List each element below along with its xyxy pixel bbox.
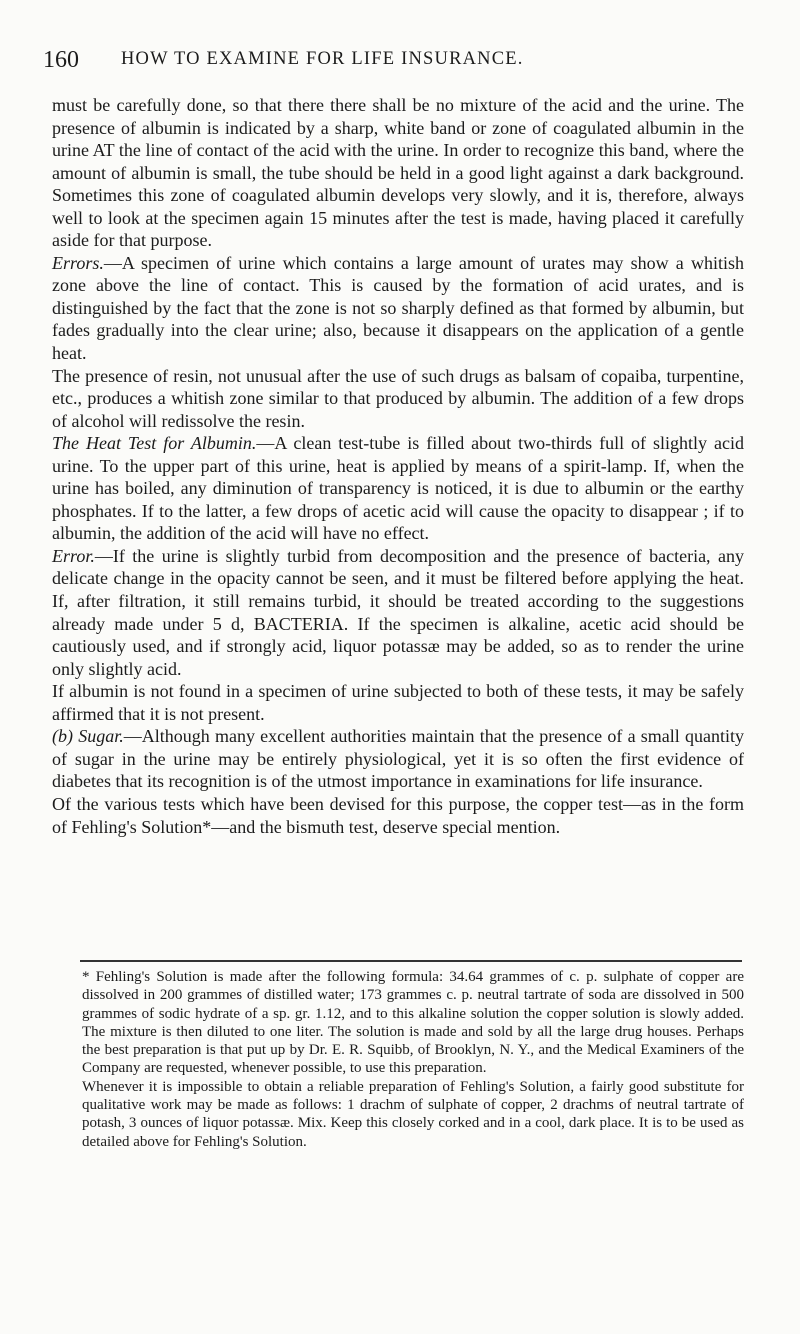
- paragraph: Error.—If the urine is slightly turbid from decomposition and the presence of bacteria, any delicate change in the opacity cannot be seen, and it must be filtered before applying the heat. If, after filtration, it still remains turbid, it should be treated according to the suggestions already made under 5 d, BACTERIA. If the specimen is alkaline, acetic acid should be cautiously used, and if strongly acid, liquor potassæ may be added, so as to render the urine only slightly acid.: [52, 545, 744, 679]
- paragraph: must be carefully done, so that there there shall be no mixture of the acid and the urine. The presence of albumin is indicated by a sharp, white band or zone of coagulated albumin in the urine AT the line of contact of the acid with the urine. In order to recognize this band, where the amount of albumin is small, the tube should be held in a good light against a dark background. Sometimes this zone of coagulated albumin develops very slowly, and it is, therefore, always well to look at the specimen again 15 minutes after the test is made, having placed it carefully aside for that purpose.: [52, 95, 744, 251]
- paragraph: (b) Sugar.—Although many excellent authorities maintain that the presence of a small quantity of sugar in the urine may be entirely physiological, yet it is so often the first evidence of diabetes that its recognition is of the utmost importance in examinations for life insurance.: [52, 726, 745, 792]
- footnote: [52, 968, 744, 1151]
- body-text: [52, 94, 744, 838]
- paragraph: Of the various tests which have been devised for this purpose, the copper test—as in the form of Fehling's Solution*—and the bismuth test, deserve special mention.: [52, 793, 744, 837]
- page-header: [43, 47, 743, 77]
- page-number: 160: [43, 47, 79, 73]
- footnote-rule: [80, 960, 742, 962]
- footnote-paragraph: Whenever it is impossible to obtain a reliable preparation of Fehling's Solution, a fairly good substitute for qualitative work may be made as follows: 1 drachm of sulphate of copper, 2 drachms of neutral tartrate of potash, 3 ounces of liquor potassæ. Mix. Keep this closely corked and in a cool, dark place. It is to be used as detailed above for Fehling's Solution.: [82, 1078, 744, 1150]
- paragraph: If albumin is not found in a specimen of urine subjected to both of these tests, it may be safely affirmed that it is not present.: [52, 681, 744, 724]
- paragraph: Errors.—A specimen of urine which contains a large amount of urates may show a whitish zone above the line of contact. This is caused by the formation of acid urates, and is distinguished by the fact that the zone is not so sharply defined as that formed by albumin, but fades gradually into the clear urine; also, because it disappears on the application of a gentle heat.: [52, 252, 744, 364]
- running-head: HOW TO EXAMINE FOR LIFE INSURANCE.: [121, 49, 524, 69]
- paragraph: The Heat Test for Albumin.—A clean test-tube is filled about two-thirds full of slightly acid urine. To the upper part of this urine, heat is applied by means of a spirit-lamp. If, when the urine has boiled, any diminution of transparency is noticed, it is due to albumin or the earthy phosphates. If to the latter, a few drops of acetic acid will cause the opacity to disappear ; if to albumin, the addition of the acid will have no effect.: [52, 433, 744, 544]
- footnote-paragraph: * Fehling's Solution is made after the following formula: 34.64 grammes of c. p. sulphate of copper are dissolved in 200 grammes of distilled water; 173 grammes c. p. neutral tartrate of soda are dissolved in 500 grammes of sodic hydrate of a sp. gr. 1.12, and to this alkaline solution the copper solution is slowly added. The mixture is then diluted to one liter. The solution is made and sold by all the large drug houses. Perhaps the best preparation is that put up by Dr. E. R. Squibb, of Brooklyn, N. Y., and the Medical Examiners of the Company are requested, whenever possible, to use this preparation.: [82, 969, 744, 1077]
- paragraph: The presence of resin, not unusual after the use of such drugs as balsam of copaiba, turpentine, etc., produces a whitish zone similar to that produced by albumin. The addition of a few drops of alcohol will redissolve the resin.: [52, 365, 744, 431]
